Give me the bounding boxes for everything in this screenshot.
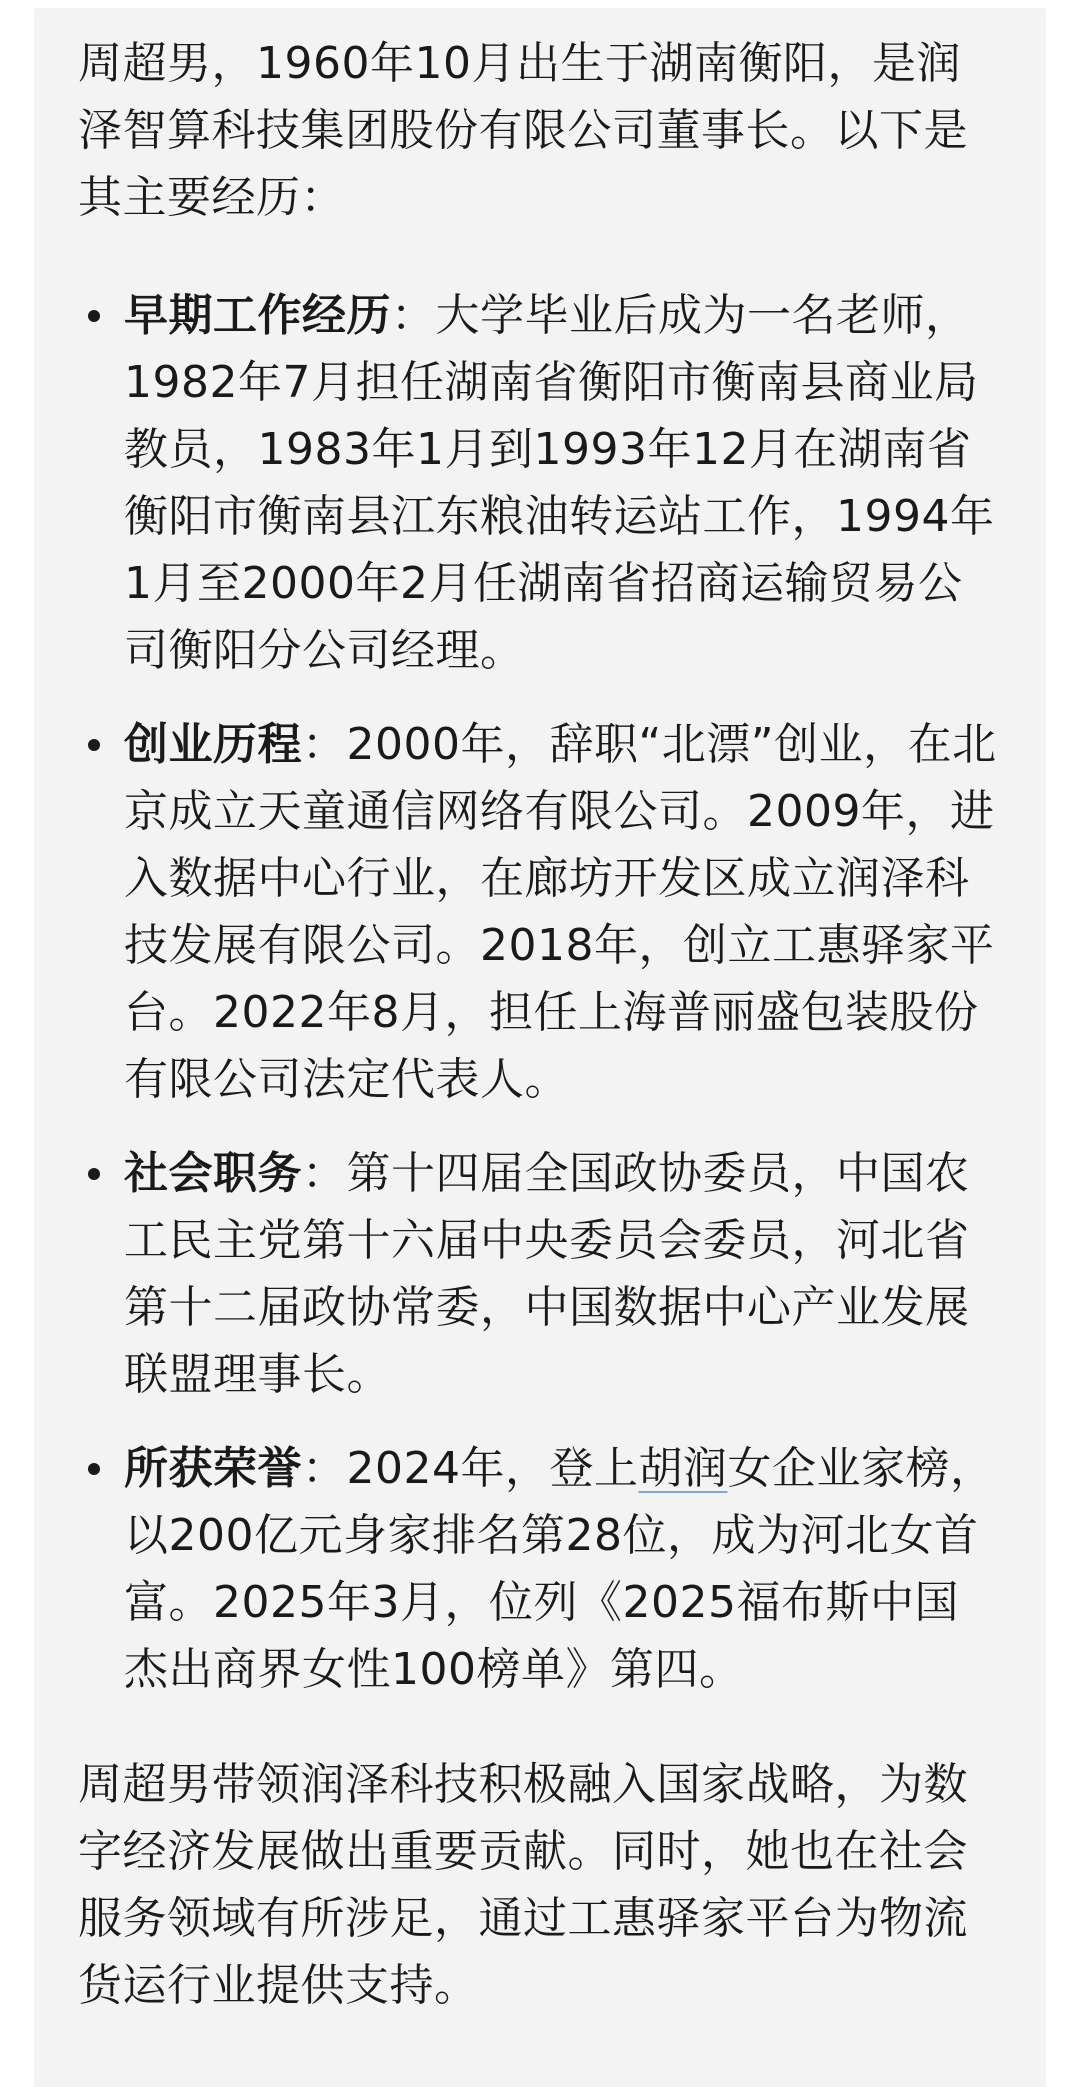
- item-separator: ：: [302, 719, 347, 770]
- experience-list: [78, 282, 1002, 1703]
- intro-paragraph: 周超男，1960年10月出生于湖南衡阳，是润泽智算科技集团股份有限公司董事长。以下是其主要经历：: [78, 38, 968, 223]
- list-item: [78, 1140, 1002, 1408]
- bullet-icon: [88, 739, 100, 751]
- item-text-before: 2024年，登上: [346, 1443, 639, 1494]
- bullet-icon: [88, 1463, 100, 1475]
- item-text-after: 女企业家榜，以200亿元身家排名第28位，成为河北女首富。2025年3月，位列《2025福布斯中国杰出商界女性100榜单》第四。: [124, 1443, 995, 1695]
- item-separator: ：: [302, 1148, 347, 1199]
- item-title: 所获荣誉: [124, 1443, 302, 1494]
- list-item: [78, 711, 1002, 1113]
- list-item: [78, 282, 1002, 684]
- item-text: 2000年，辞职“北漂”创业，在北京成立天童通信网络有限公司。2009年，进入数据中心行业，在廊坊开发区成立润泽科技发展有限公司。2018年，创立工惠驿家平台。2022年8月，担任上海普丽盛包装股份有限公司法定代表人。: [124, 719, 997, 1105]
- bullet-icon: [88, 1168, 100, 1180]
- item-title: 社会职务: [124, 1148, 302, 1199]
- outro-paragraph: 周超男带领润泽科技积极融入国家战略，为数字经济发展做出重要贡献。同时，她也在社会服务领域有所涉足，通过工惠驿家平台为物流货运行业提供支持。: [78, 1759, 968, 2011]
- item-separator: ：: [302, 1443, 347, 1494]
- item-text: 第十四届全国政协委员，中国农工民主党第十六届中央委员会委员，河北省第十二届政协常委，中国数据中心产业发展联盟理事长。: [124, 1148, 970, 1400]
- bullet-icon: [88, 310, 100, 322]
- answer-content: [78, 30, 1002, 2019]
- answer-card: [34, 8, 1046, 2087]
- item-separator: ：: [391, 290, 436, 341]
- item-title: 创业历程: [124, 719, 302, 770]
- item-title: 早期工作经历: [124, 290, 391, 341]
- item-text: 大学毕业后成为一名老师，1982年7月担任湖南省衡阳市衡南县商业局教员，1983年1月到1993年12月在湖南省衡阳市衡南县江东粮油转运站工作，1994年1月至2000年2月任湖南省招商运输贸易公司衡阳分公司经理。: [124, 290, 995, 676]
- hurun-link[interactable]: 胡润: [638, 1443, 728, 1494]
- list-item: [78, 1435, 1002, 1703]
